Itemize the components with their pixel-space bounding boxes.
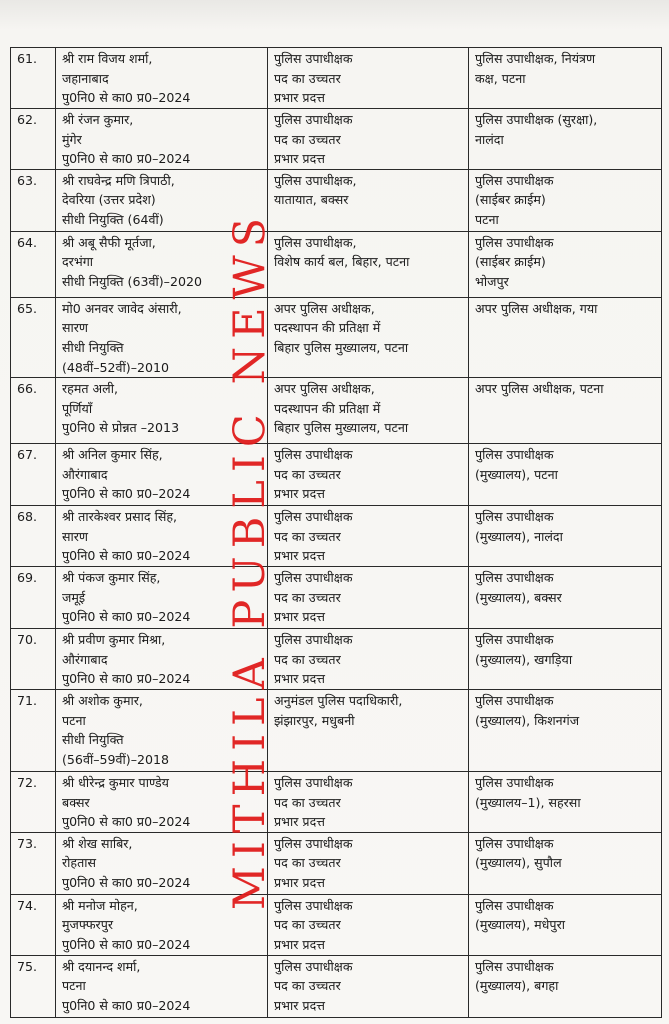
current-post-line: प्रभार प्रदत्त bbox=[274, 90, 325, 106]
officer-name-line: श्री राघवेन्द्र मणि त्रिपाठी, bbox=[62, 172, 175, 188]
current-post-cell bbox=[268, 566, 469, 628]
current-post-line: पद का उच्चतर bbox=[274, 794, 341, 810]
serial-number-cell: 71. bbox=[11, 689, 56, 771]
new-posting-line: पुलिस उपाधीक्षक bbox=[475, 835, 554, 851]
new-posting-line: (मुख्यालय), किशनगंज bbox=[475, 712, 580, 728]
current-post-cell bbox=[268, 231, 469, 297]
serial-number-cell: 72. bbox=[11, 771, 56, 832]
new-posting-line: (मुख्यालय), नालंदा bbox=[475, 528, 563, 544]
officer-name-line: श्री पंकज कुमार सिंह, bbox=[62, 569, 161, 585]
officer-name-line: सारण bbox=[62, 528, 89, 544]
new-posting-cell bbox=[469, 689, 662, 771]
officer-name-line: सीधी नियुक्ति (63वीं)–2020 bbox=[62, 273, 202, 289]
officer-name-line: जमूई bbox=[62, 589, 86, 605]
officer-name-line: पु0नि0 से का0 प्र0–2024 bbox=[62, 814, 191, 830]
officer-name-line: पु0नि0 से का0 प्र0–2024 bbox=[62, 609, 191, 625]
current-post-line: पुलिस उपाधीक्षक bbox=[274, 774, 353, 790]
officer-name-line: पटना bbox=[62, 978, 86, 994]
serial-number-cell: 69. bbox=[11, 566, 56, 628]
serial-number-cell: 75. bbox=[11, 955, 56, 1017]
current-post-cell bbox=[268, 894, 469, 955]
new-posting-cell bbox=[469, 231, 662, 297]
transfer-table bbox=[10, 47, 662, 1018]
table-row bbox=[11, 506, 662, 567]
new-posting-cell bbox=[469, 378, 662, 444]
current-post-line: पुलिस उपाधीक्षक bbox=[274, 835, 353, 851]
current-post-line: पद का उच्चतर bbox=[274, 466, 341, 482]
watermark-text: MITHILA PUBLIC NEWS bbox=[225, 209, 275, 911]
officer-name-line: श्री धीरेन्द्र कुमार पाण्डेय bbox=[62, 774, 169, 790]
officer-name-cell bbox=[56, 955, 268, 1017]
table-row bbox=[11, 48, 662, 109]
new-posting-line: कक्ष, पटना bbox=[475, 70, 526, 86]
current-post-line: पुलिस उपाधीक्षक, bbox=[274, 234, 357, 250]
new-posting-line: (मुख्यालय), सुपौल bbox=[475, 855, 562, 871]
current-post-cell bbox=[268, 169, 469, 231]
new-posting-line: पुलिस उपाधीक्षक bbox=[475, 897, 554, 913]
new-posting-line: नालंदा bbox=[475, 131, 504, 147]
current-post-cell bbox=[268, 378, 469, 444]
new-posting-cell bbox=[469, 628, 662, 689]
new-posting-cell bbox=[469, 48, 662, 109]
new-posting-line: (मुख्यालय), बगहा bbox=[475, 978, 559, 994]
current-post-line: प्रभार प्रदत्त bbox=[274, 874, 325, 890]
serial-number-cell: 74. bbox=[11, 894, 56, 955]
officer-name-line: देवरिया (उत्तर प्रदेश) bbox=[62, 192, 156, 208]
officer-name-line: औरंगाबाद bbox=[62, 466, 108, 482]
officer-name-cell bbox=[56, 297, 268, 377]
current-post-line: पुलिस उपाधीक्षक bbox=[274, 509, 353, 525]
new-posting-line: अपर पुलिस अधीक्षक, गया bbox=[475, 300, 598, 316]
current-post-line: प्रभार प्रदत्त bbox=[274, 548, 325, 564]
current-post-cell bbox=[268, 506, 469, 567]
serial-number-cell: 62. bbox=[11, 109, 56, 170]
new-posting-line: (मुख्यालय), मधेपुरा bbox=[475, 917, 565, 933]
officer-name-line: पूर्णियाँ bbox=[62, 400, 93, 416]
current-post-line: अनुमंडल पुलिस पदाधिकारी, bbox=[274, 692, 403, 708]
new-posting-line: (साईबर क्राईम) bbox=[475, 254, 546, 270]
officer-name-line: पु0नि0 से का0 प्र0–2024 bbox=[62, 997, 191, 1013]
new-posting-cell bbox=[469, 444, 662, 506]
officer-name-line: पु0नि0 से का0 प्र0–2024 bbox=[62, 671, 191, 687]
new-posting-cell bbox=[469, 894, 662, 955]
current-post-line: पदस्थापन की प्रतिक्षा में bbox=[274, 320, 381, 336]
serial-number-cell: 63. bbox=[11, 169, 56, 231]
new-posting-line: पुलिस उपाधीक्षक bbox=[475, 509, 554, 525]
new-posting-line: (मुख्यालय–1), सहरसा bbox=[475, 794, 581, 810]
officer-name-line: श्री मनोज मोहन, bbox=[62, 897, 138, 913]
officer-name-line: सीधी नियुक्ति (64वीं) bbox=[62, 211, 164, 227]
new-posting-line: पुलिस उपाधीक्षक bbox=[475, 774, 554, 790]
table-row bbox=[11, 771, 662, 832]
serial-number-cell: 70. bbox=[11, 628, 56, 689]
new-posting-line: पुलिस उपाधीक्षक bbox=[475, 692, 554, 708]
new-posting-cell bbox=[469, 771, 662, 832]
officer-name-line: पु0नि0 से का0 प्र0–2024 bbox=[62, 486, 191, 502]
current-post-line: बिहार पुलिस मुख्यालय, पटना bbox=[274, 420, 409, 436]
new-posting-cell bbox=[469, 832, 662, 894]
current-post-line: प्रभार प्रदत्त bbox=[274, 486, 325, 502]
new-posting-cell bbox=[469, 169, 662, 231]
officer-name-line: सारण bbox=[62, 320, 89, 336]
new-posting-cell bbox=[469, 566, 662, 628]
serial-number-cell: 66. bbox=[11, 378, 56, 444]
officer-name-cell bbox=[56, 444, 268, 506]
current-post-line: प्रभार प्रदत्त bbox=[274, 151, 325, 167]
serial-number-cell: 73. bbox=[11, 832, 56, 894]
table-row bbox=[11, 297, 662, 377]
current-post-line: पद का उच्चतर bbox=[274, 855, 341, 871]
table-row bbox=[11, 378, 662, 444]
officer-name-line: सीधी नियुक्ति bbox=[62, 732, 124, 748]
new-posting-line: पुलिस उपाधीक्षक bbox=[475, 958, 554, 974]
new-posting-line: (मुख्यालय), बक्सर bbox=[475, 589, 562, 605]
current-post-line: पद का उच्चतर bbox=[274, 589, 341, 605]
new-posting-line: पुलिस उपाधीक्षक (सुरक्षा), bbox=[475, 112, 598, 127]
current-post-cell bbox=[268, 444, 469, 506]
officer-name-line: श्री तारकेश्वर प्रसाद सिंह, bbox=[62, 509, 178, 525]
officer-name-cell bbox=[56, 894, 268, 955]
current-post-cell bbox=[268, 109, 469, 170]
current-post-line: प्रभार प्रदत्त bbox=[274, 997, 325, 1013]
serial-number-cell: 65. bbox=[11, 297, 56, 377]
officer-name-line: मुजफ्फरपुर bbox=[62, 917, 114, 933]
officer-name-cell bbox=[56, 689, 268, 771]
current-post-line: पद का उच्चतर bbox=[274, 528, 341, 544]
current-post-line: अपर पुलिस अधीक्षक, bbox=[274, 300, 375, 316]
officer-name-line: सीधी नियुक्ति bbox=[62, 339, 124, 355]
officer-name-cell bbox=[56, 109, 268, 170]
officer-name-line: मो0 अनवर जावेद अंसारी, bbox=[62, 300, 182, 316]
serial-number-cell: 68. bbox=[11, 506, 56, 567]
new-posting-line: अपर पुलिस अधीक्षक, पटना bbox=[475, 381, 604, 397]
current-post-line: प्रभार प्रदत्त bbox=[274, 671, 325, 687]
officer-name-line: (56वीं–59वीं)–2018 bbox=[62, 751, 170, 767]
officer-name-cell bbox=[56, 771, 268, 832]
officer-name-line: (48वीं–52वीं)–2010 bbox=[62, 359, 170, 375]
current-post-line: पुलिस उपाधीक्षक bbox=[274, 897, 353, 913]
current-post-line: प्रभार प्रदत्त bbox=[274, 814, 325, 830]
serial-number-cell: 61. bbox=[11, 48, 56, 109]
new-posting-line: पुलिस उपाधीक्षक, नियंत्रण bbox=[475, 51, 596, 66]
new-posting-cell bbox=[469, 297, 662, 377]
officer-name-line: श्री शेख साबिर, bbox=[62, 835, 133, 851]
table-row bbox=[11, 231, 662, 297]
table-row bbox=[11, 628, 662, 689]
new-posting-line: भोजपुर bbox=[475, 273, 509, 289]
current-post-cell bbox=[268, 297, 469, 377]
officer-name-line: रहमत अली, bbox=[62, 381, 118, 397]
current-post-line: पुलिस उपाधीक्षक bbox=[274, 958, 353, 974]
new-posting-line: पुलिस उपाधीक्षक bbox=[475, 234, 554, 250]
new-posting-cell bbox=[469, 506, 662, 567]
table-row bbox=[11, 894, 662, 955]
current-post-cell bbox=[268, 771, 469, 832]
current-post-line: बिहार पुलिस मुख्यालय, पटना bbox=[274, 339, 409, 355]
current-post-cell bbox=[268, 689, 469, 771]
current-post-line: अपर पुलिस अधीक्षक, bbox=[274, 381, 375, 397]
current-post-line: पुलिस उपाधीक्षक bbox=[274, 631, 353, 647]
new-posting-cell bbox=[469, 109, 662, 170]
current-post-cell bbox=[268, 48, 469, 109]
table-row bbox=[11, 955, 662, 1017]
officer-name-line: पु0नि0 से का0 प्र0–2024 bbox=[62, 151, 191, 167]
table-row bbox=[11, 169, 662, 231]
officer-name-line: पु0नि0 से का0 प्र0–2024 bbox=[62, 548, 191, 564]
serial-number-cell: 64. bbox=[11, 231, 56, 297]
officer-name-line: बक्सर bbox=[62, 794, 90, 810]
officer-name-cell bbox=[56, 231, 268, 297]
table-body bbox=[11, 48, 662, 1018]
current-post-line: पुलिस उपाधीक्षक, bbox=[274, 172, 357, 188]
serial-number-cell: 67. bbox=[11, 444, 56, 506]
new-posting-line: पटना bbox=[475, 211, 499, 227]
current-post-cell bbox=[268, 832, 469, 894]
officer-name-cell bbox=[56, 169, 268, 231]
current-post-line: पद का उच्चतर bbox=[274, 131, 341, 147]
officer-name-line: श्री दयानन्द शर्मा, bbox=[62, 958, 141, 974]
officer-name-line: श्री रंजन कुमार, bbox=[62, 112, 134, 127]
officer-name-line: पु0नि0 से का0 प्र0–2024 bbox=[62, 90, 191, 106]
current-post-line: पदस्थापन की प्रतिक्षा में bbox=[274, 400, 381, 416]
table-row bbox=[11, 109, 662, 170]
current-post-line: विशेष कार्य बल, बिहार, पटना bbox=[274, 254, 410, 270]
current-post-cell bbox=[268, 955, 469, 1017]
current-post-line: पद का उच्चतर bbox=[274, 70, 341, 86]
officer-name-cell bbox=[56, 566, 268, 628]
new-posting-line: पुलिस उपाधीक्षक bbox=[475, 172, 554, 188]
new-posting-line: पुलिस उपाधीक्षक bbox=[475, 447, 554, 463]
current-post-line: झंझारपुर, मधुबनी bbox=[274, 712, 355, 728]
table-row bbox=[11, 689, 662, 771]
current-post-line: पद का उच्चतर bbox=[274, 978, 341, 994]
current-post-line: प्रभार प्रदत्त bbox=[274, 936, 325, 952]
officer-name-line: पु0नि0 से का0 प्र0–2024 bbox=[62, 936, 191, 952]
officer-name-line: श्री अशोक कुमार, bbox=[62, 692, 143, 708]
officer-name-line: जहानाबाद bbox=[62, 70, 109, 86]
officer-name-line: पटना bbox=[62, 712, 86, 728]
current-post-line: पद का उच्चतर bbox=[274, 917, 341, 933]
officer-name-cell bbox=[56, 506, 268, 567]
current-post-line: पुलिस उपाधीक्षक bbox=[274, 447, 353, 463]
table-row bbox=[11, 832, 662, 894]
new-posting-line: (मुख्यालय), पटना bbox=[475, 466, 558, 482]
new-posting-line: (मुख्यालय), खगड़िया bbox=[475, 651, 573, 667]
new-posting-line: (साईबर क्राईम) bbox=[475, 192, 546, 208]
officer-name-line: दरभंगा bbox=[62, 254, 94, 270]
officer-name-line: औरंगाबाद bbox=[62, 651, 108, 667]
officer-name-line: पु0नि0 से प्रोन्नत –2013 bbox=[62, 420, 180, 436]
officer-name-cell bbox=[56, 628, 268, 689]
table-row bbox=[11, 566, 662, 628]
officer-name-line: श्री राम विजय शर्मा, bbox=[62, 51, 153, 66]
new-posting-line: पुलिस उपाधीक्षक bbox=[475, 631, 554, 647]
new-posting-cell bbox=[469, 955, 662, 1017]
current-post-cell bbox=[268, 628, 469, 689]
officer-name-line: श्री अबू सैफी मूर्तजा, bbox=[62, 234, 156, 250]
officer-name-line: रोहतास bbox=[62, 855, 97, 871]
officer-name-cell bbox=[56, 48, 268, 109]
officer-name-line: श्री प्रवीण कुमार मिश्रा, bbox=[62, 631, 166, 647]
current-post-line: प्रभार प्रदत्त bbox=[274, 609, 325, 625]
officer-name-line: मुंगेर bbox=[62, 131, 82, 147]
officer-name-line: पु0नि0 से का0 प्र0–2024 bbox=[62, 874, 191, 890]
current-post-line: पुलिस उपाधीक्षक bbox=[274, 51, 353, 66]
current-post-line: यातायात, बक्सर bbox=[274, 192, 349, 208]
officer-name-line: श्री अनिल कुमार सिंह, bbox=[62, 447, 163, 463]
table-row bbox=[11, 444, 662, 506]
current-post-line: पुलिस उपाधीक्षक bbox=[274, 569, 353, 585]
new-posting-line: पुलिस उपाधीक्षक bbox=[475, 569, 554, 585]
officer-name-cell bbox=[56, 832, 268, 894]
current-post-line: पद का उच्चतर bbox=[274, 651, 341, 667]
officer-name-cell bbox=[56, 378, 268, 444]
current-post-line: पुलिस उपाधीक्षक bbox=[274, 112, 353, 127]
